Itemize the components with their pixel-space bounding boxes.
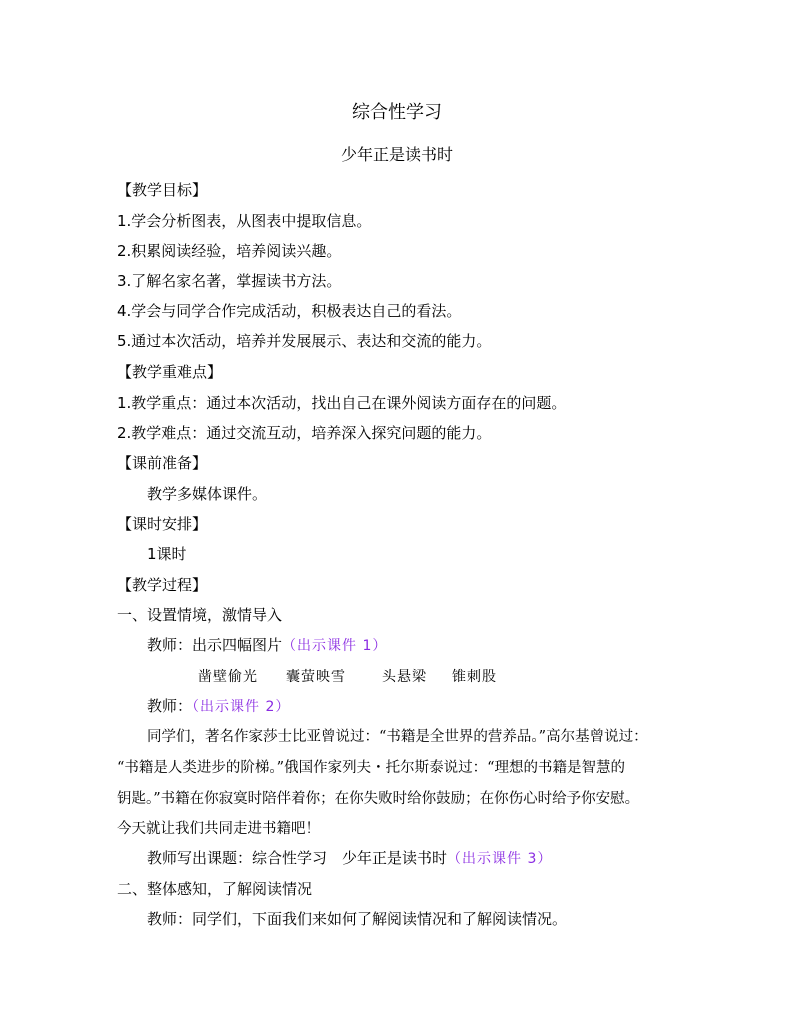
- intro-paragraph-line-1: 同学们，著名作家莎士比亚曾说过：“书籍是全世界的营养品。”高尔基曾说过：: [147, 729, 648, 745]
- idiom-3: 头悬梁: [382, 669, 427, 685]
- page-title: 综合性学习: [352, 102, 442, 123]
- teacher-text-3: 教师写出课题：综合性学习 少年正是读书时: [147, 849, 448, 867]
- keypoints-heading: 【教学重难点】: [117, 363, 223, 381]
- idiom-2: 囊萤映雪: [286, 669, 346, 685]
- teacher-text-2: 教师：: [147, 697, 193, 715]
- schedule-heading: 【课时安排】: [117, 515, 208, 533]
- teacher-text-1: 教师：出示四幅图片: [147, 636, 283, 654]
- teacher-line-2: [147, 696, 290, 717]
- section2-heading: 二、整体感知，了解阅读情况: [117, 880, 313, 898]
- intro-paragraph-line-2: “书籍是人类进步的阶梯。”俄国作家列夫・托尔斯泰说过：“理想的书籍是智慧的: [117, 760, 625, 776]
- page-subtitle: 少年正是读书时: [340, 145, 453, 164]
- courseware-ref-3: （出示课件 3）: [447, 851, 553, 867]
- idiom-4: 锥刺股: [452, 669, 497, 685]
- teacher-line-1: [147, 635, 387, 656]
- intro-paragraph-line-3: 钥匙。”书籍在你寂寞时陪伴着你；在你失败时给你鼓励；在你伤心时给予你安慰。: [117, 791, 640, 807]
- schedule-text: 1课时: [147, 545, 187, 563]
- courseware-ref-1: （出示课件 1）: [282, 638, 388, 654]
- goal-item-2: 2.积累阅读经验，培养阅读兴趣。: [117, 242, 342, 260]
- goal-item-4: 4.学会与同学合作完成活动，积极表达自己的看法。: [117, 302, 462, 320]
- process-heading: 【教学过程】: [117, 576, 208, 594]
- keypoint-item-2: 2.教学难点：通过交流互动，培养深入探究问题的能力。: [117, 424, 492, 442]
- idiom-1: 凿壁偷光: [198, 669, 258, 685]
- goal-item-3: 3.了解名家名著，掌握读书方法。: [117, 272, 342, 290]
- teacher-line-4: 教师：同学们，下面我们来如何了解阅读情况和了解阅读情况。: [147, 910, 568, 928]
- prep-text: 教学多媒体课件。: [147, 485, 268, 503]
- goals-heading: 【教学目标】: [117, 181, 208, 199]
- prep-heading: 【课前准备】: [117, 454, 208, 472]
- section1-heading: 一、设置情境，激情导入: [117, 606, 283, 624]
- goal-item-1: 1.学会分析图表，从图表中提取信息。: [117, 212, 372, 230]
- intro-paragraph-line-4: 今天就让我们共同走进书籍吧！: [117, 821, 320, 837]
- idiom-list: [198, 666, 497, 687]
- teacher-line-3: [147, 848, 552, 869]
- goal-item-5: 5.通过本次活动，培养并发展展示、表达和交流的能力。: [117, 332, 492, 350]
- courseware-ref-2: （出示课件 2）: [192, 699, 291, 715]
- keypoint-item-1: 1.教学重点：通过本次活动，找出自己在课外阅读方面存在的问题。: [117, 394, 567, 412]
